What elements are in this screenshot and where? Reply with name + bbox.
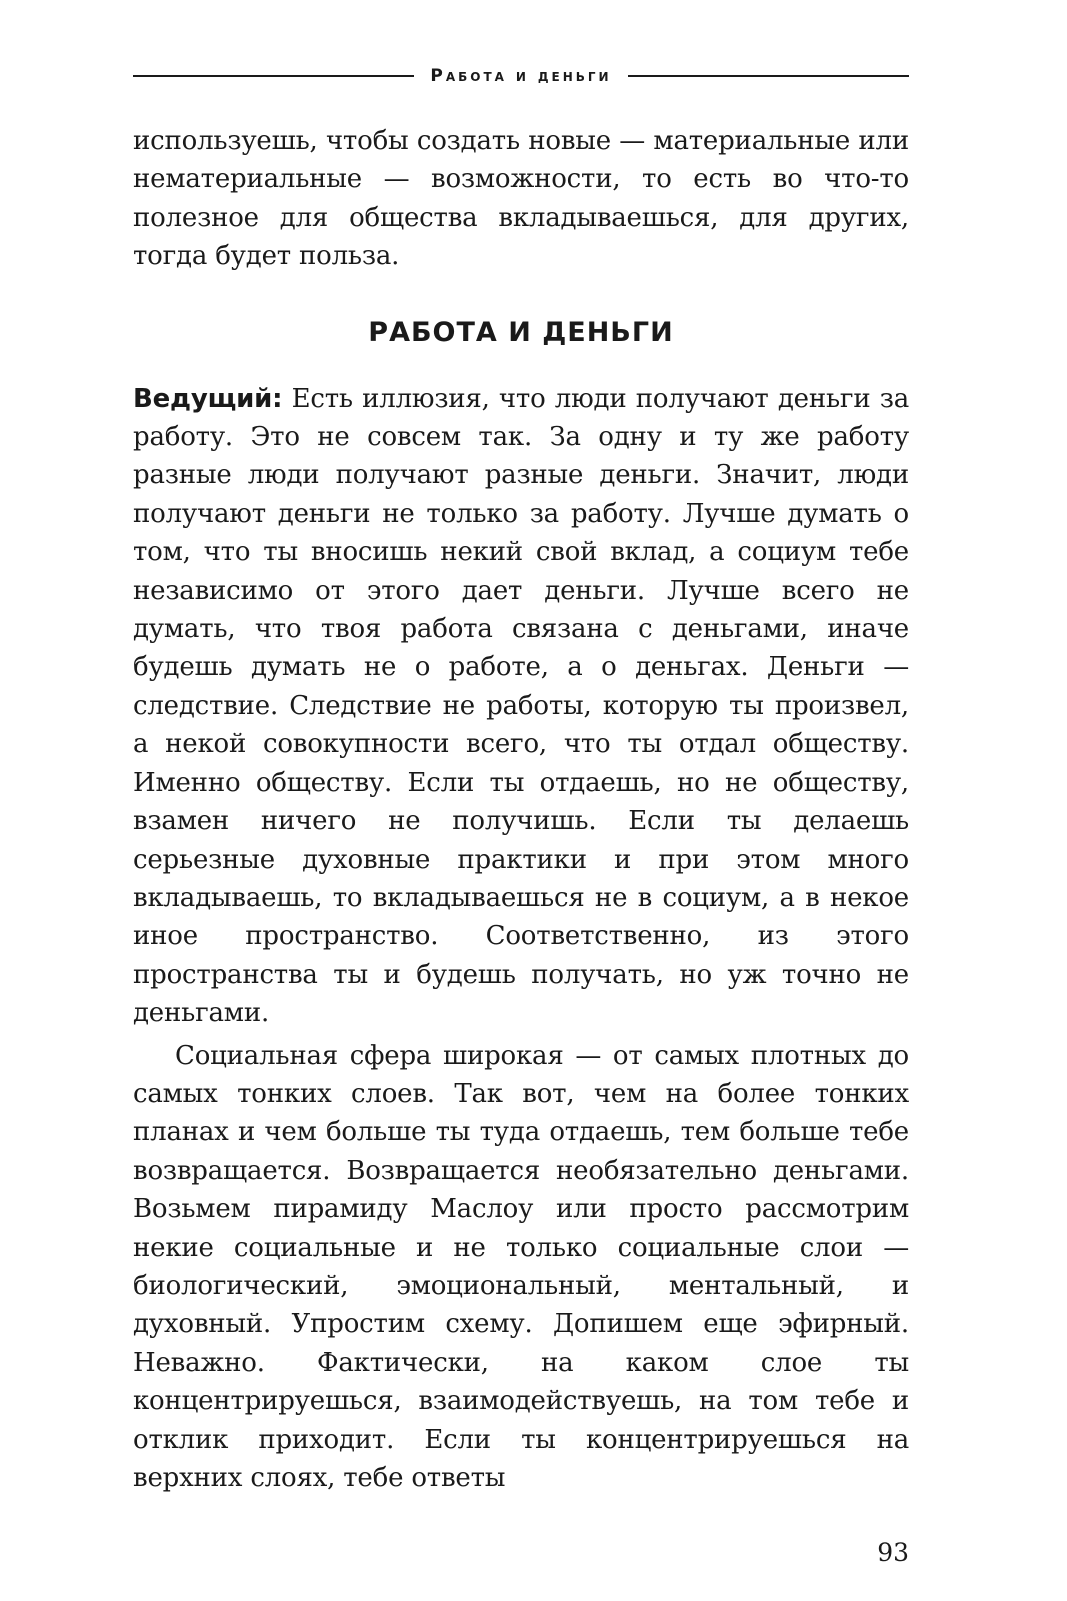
running-header	[133, 64, 909, 88]
continued-paragraph: используешь, чтобы создать новые — материальные или нематериальные — возможности, то есть во что-то полезное для общества вкладываешься, для других, тогда будет польза.	[133, 126, 909, 272]
paragraph-2: Социальная сфера широкая — от самых плотных до самых тонких слоев. Так вот, чем на более тонких планах и чем больше ты туда отдаешь, тем больше тебе возвращается. Возвращается необязательно деньгами. Возьмем пирамиду Маслоу или просто рассмотрим некие социальные и не только социальные слои — биологический, эмоциональный, ментальный, и духовный. Упростим схему. Допишем еще эфирный. Неважно. Фактически, на каком слое ты концентрируешься, взаимодействуешь, на том тебе и отклик приходит. Если ты концентрируешься на верхних слоях, тебе ответы	[133, 1040, 909, 1493]
page-body	[133, 122, 909, 1497]
header-rule-left	[133, 75, 414, 77]
page-number: 93	[877, 1538, 909, 1567]
speaker-label: Ведущий:	[133, 383, 283, 414]
paragraph-1	[133, 380, 909, 1033]
section-heading: РАБОТА И ДЕНЬГИ	[368, 316, 674, 348]
running-title: Работа и деньги	[430, 66, 612, 86]
header-rule-right	[628, 75, 909, 77]
paragraph-1-text: Есть иллюзия, что люди получают деньги за работу. Это не совсем так. За одну и ту же работу разные люди получают разные деньги. Значит, люди получают деньги не только за работу. Лучше думать о том, что ты вносишь некий свой вклад, а социум тебе независимо от этого дает деньги. Лучше всего не думать, что твоя работа связана с деньгами, иначе будешь думать не о работе, а о деньгах. Деньги — следствие. Следствие не работы, которую ты произвел, а некой совокупности всего, что ты отдал обществу. Именно обществу. Если ты отдаешь, но не обществу, взамен ничего не получишь. Если ты делаешь серьезные духовные практики и при этом много вкладываешь, то вкладываешься не в социум, а в некое иное пространство. Соответственно, из этого пространства ты и будешь получать, но уж точно не деньгами.	[133, 383, 909, 1029]
